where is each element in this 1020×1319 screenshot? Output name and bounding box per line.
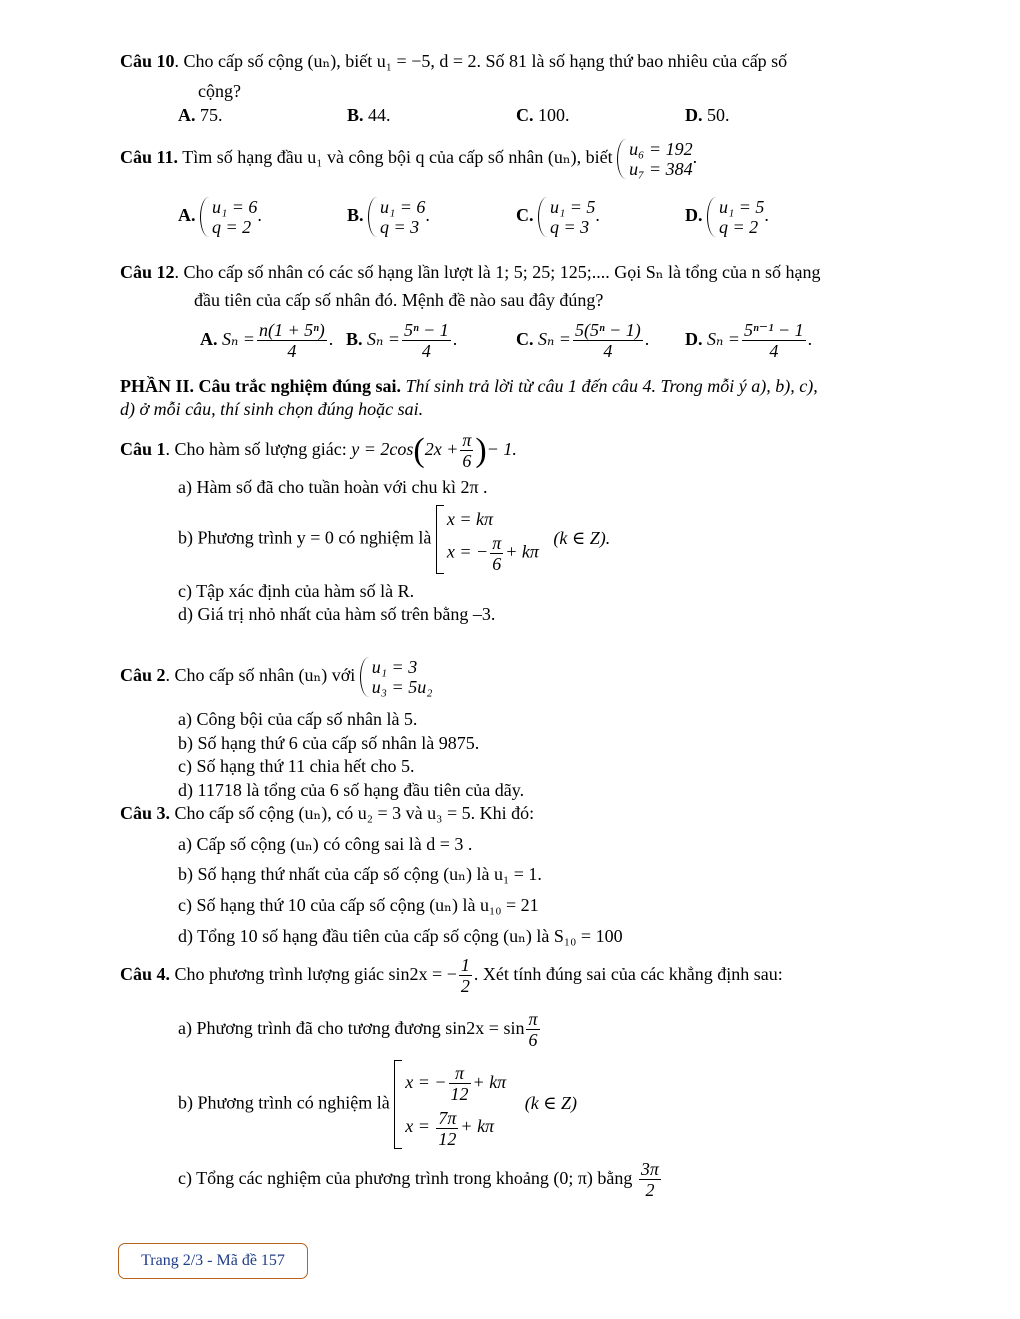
- c3-line: [120, 802, 534, 824]
- q10-option-b: B. 44.: [347, 105, 391, 125]
- c4-statement-b: b) Phương trình có nghiệm là x = − $\frac{\pi}{12}$ + kπ x = $\frac{7\pi}{12}$ + kπ (k ∈ Z): [178, 1060, 577, 1149]
- q12-label: Câu 12: [120, 262, 175, 282]
- q10-line1: [120, 50, 787, 72]
- c2-statement-c: c) Số hạng thứ 11 chia hết cho 5.: [178, 756, 415, 776]
- q12-option-b: B. Sₙ = $\frac{\text{5ⁿ − 1}}{4}$ .: [346, 320, 458, 362]
- c3-text: Cho cấp số cộng (uₙ), có u₂ = 3 và u₃ = 5. Khi đó:: [174, 803, 535, 823]
- q10-option-c: C. 100.: [516, 105, 570, 125]
- part2-instr1: Thí sinh trả lời từ câu 1 đến câu 4. Trong mỗi ý a), b), c),: [405, 376, 818, 396]
- c2-label: Câu 2: [120, 665, 166, 685]
- c1-statement-a: a) Hàm số đã cho tuần hoàn với chu kì 2π .: [178, 477, 488, 497]
- c2-line: Câu 2. Cho cấp số nhân (uₙ) với u₁ = 3 u₃ = 5u₂: [120, 656, 433, 697]
- c3-statement-b: b) Số hạng thứ nhất của cấp số cộng (uₙ) là u₁ = 1.: [178, 864, 542, 884]
- q11-option-a: A. u₁ = 6 q = 2 .: [178, 196, 262, 237]
- q11-option-b: B. u₁ = 6 q = 3 .: [347, 196, 430, 237]
- q12-option-d: D. Sₙ = $\frac{\text{5ⁿ⁻¹ − 1}}{4}$ .: [685, 320, 813, 362]
- q12-option-c: C. Sₙ = $\frac{\text{5(5ⁿ − 1)}}{4}$ .: [516, 320, 650, 362]
- q10-label: Câu 10: [120, 51, 175, 71]
- c4-statement-a: a) Phương trình đã cho tương đương sin2x = sin $\frac{\pi}{6}$: [178, 1009, 538, 1051]
- page-footer-badge: Trang 2/3 - Mã đề 157: [118, 1243, 308, 1279]
- q12-text1: . Cho cấp số nhân có các số hạng lần lượt là 1; 5; 25; 125;.... Gọi Sₙ là tổng của n số hạng: [174, 262, 821, 282]
- c4-line: Câu 4. Cho phương trình lượng giác sin2x = − $\frac{1}{2}$ . Xét tính đúng sai của các khẳng định sau:: [120, 955, 783, 997]
- c4-statement-c: c) Tổng các nghiệm của phương trình trong khoảng (0; π) bằng $\frac{3\pi}{2}$: [178, 1159, 659, 1201]
- part2-instr2: d) ở mỗi câu, thí sinh chọn đúng hoặc sai.: [120, 399, 424, 419]
- q10-text2: cộng?: [198, 81, 241, 101]
- c1-statement-b: b) Phương trình y = 0 có nghiệm là x = kπ x = − $\frac{\pi}{6}$ + kπ (k ∈ Z).: [178, 505, 610, 574]
- c2-statement-b: b) Số hạng thứ 6 của cấp số nhân là 9875.: [178, 733, 480, 753]
- c4-label: Câu 4.: [120, 964, 171, 984]
- q11-text: Tìm số hạng đầu u₁ và công bội q của cấp số nhân (uₙ), biết: [182, 147, 613, 167]
- part2-heading: [120, 375, 818, 397]
- q10-option-a: A. 75.: [178, 105, 223, 125]
- c1-statement-c: c) Tập xác định của hàm số là R.: [178, 581, 415, 601]
- q10-text1: . Cho cấp số cộng (uₙ), biết u₁ = −5, d = 2. Số 81 là số hạng thứ bao nhiêu của cấp số: [174, 51, 788, 71]
- q11-option-c: C. u₁ = 5 q = 3 .: [516, 196, 600, 237]
- c1-line: Câu 1. Cho hàm số lượng giác: y = 2cos(2x + $\frac{\pi}{6}$ )− 1.: [120, 430, 517, 472]
- c3-label: Câu 3.: [120, 803, 171, 823]
- q11-option-d: D. u₁ = 5 q = 2 .: [685, 196, 769, 237]
- c1-statement-d: d) Giá trị nhỏ nhất của hàm số trên bằng –3.: [178, 604, 496, 624]
- part2-title: PHẦN II. Câu trắc nghiệm đúng sai.: [120, 376, 402, 396]
- c1-label: Câu 1: [120, 439, 166, 459]
- c2-statement-d: d) 11718 là tổng của 6 số hạng đầu tiên của dãy.: [178, 780, 525, 800]
- q12-option-a: A. Sₙ = $\frac{\text{n(1 + 5ⁿ)}}{4}$ .: [200, 320, 334, 362]
- q10-option-d: D. 50.: [685, 105, 730, 125]
- c1-text: . Cho hàm số lượng giác:: [165, 439, 347, 459]
- c2-statement-a: a) Công bội của cấp số nhân là 5.: [178, 709, 418, 729]
- q12-line1: [120, 261, 820, 283]
- q11-condition-system: u₆ = 192 u₇ = 384: [617, 139, 692, 179]
- c3-statement-a: a) Cấp số cộng (uₙ) có công sai là d = 3 .: [178, 834, 473, 854]
- q12-text2: đầu tiên của cấp số nhân đó. Mệnh đề nào sau đây đúng?: [194, 290, 604, 310]
- q11-label: Câu 11.: [120, 147, 179, 167]
- q11-line: Câu 11. Tìm số hạng đầu u₁ và công bội q của cấp số nhân (uₙ), biết u₆ = 192 u₇ = 384 .: [120, 138, 698, 179]
- c3-statement-d: d) Tổng 10 số hạng đầu tiên của cấp số cộng (uₙ) là S₁₀ = 100: [178, 926, 623, 946]
- c3-statement-c: c) Số hạng thứ 10 của cấp số cộng (uₙ) là u₁₀ = 21: [178, 895, 539, 915]
- c2-text: . Cho cấp số nhân (uₙ) với: [165, 665, 356, 685]
